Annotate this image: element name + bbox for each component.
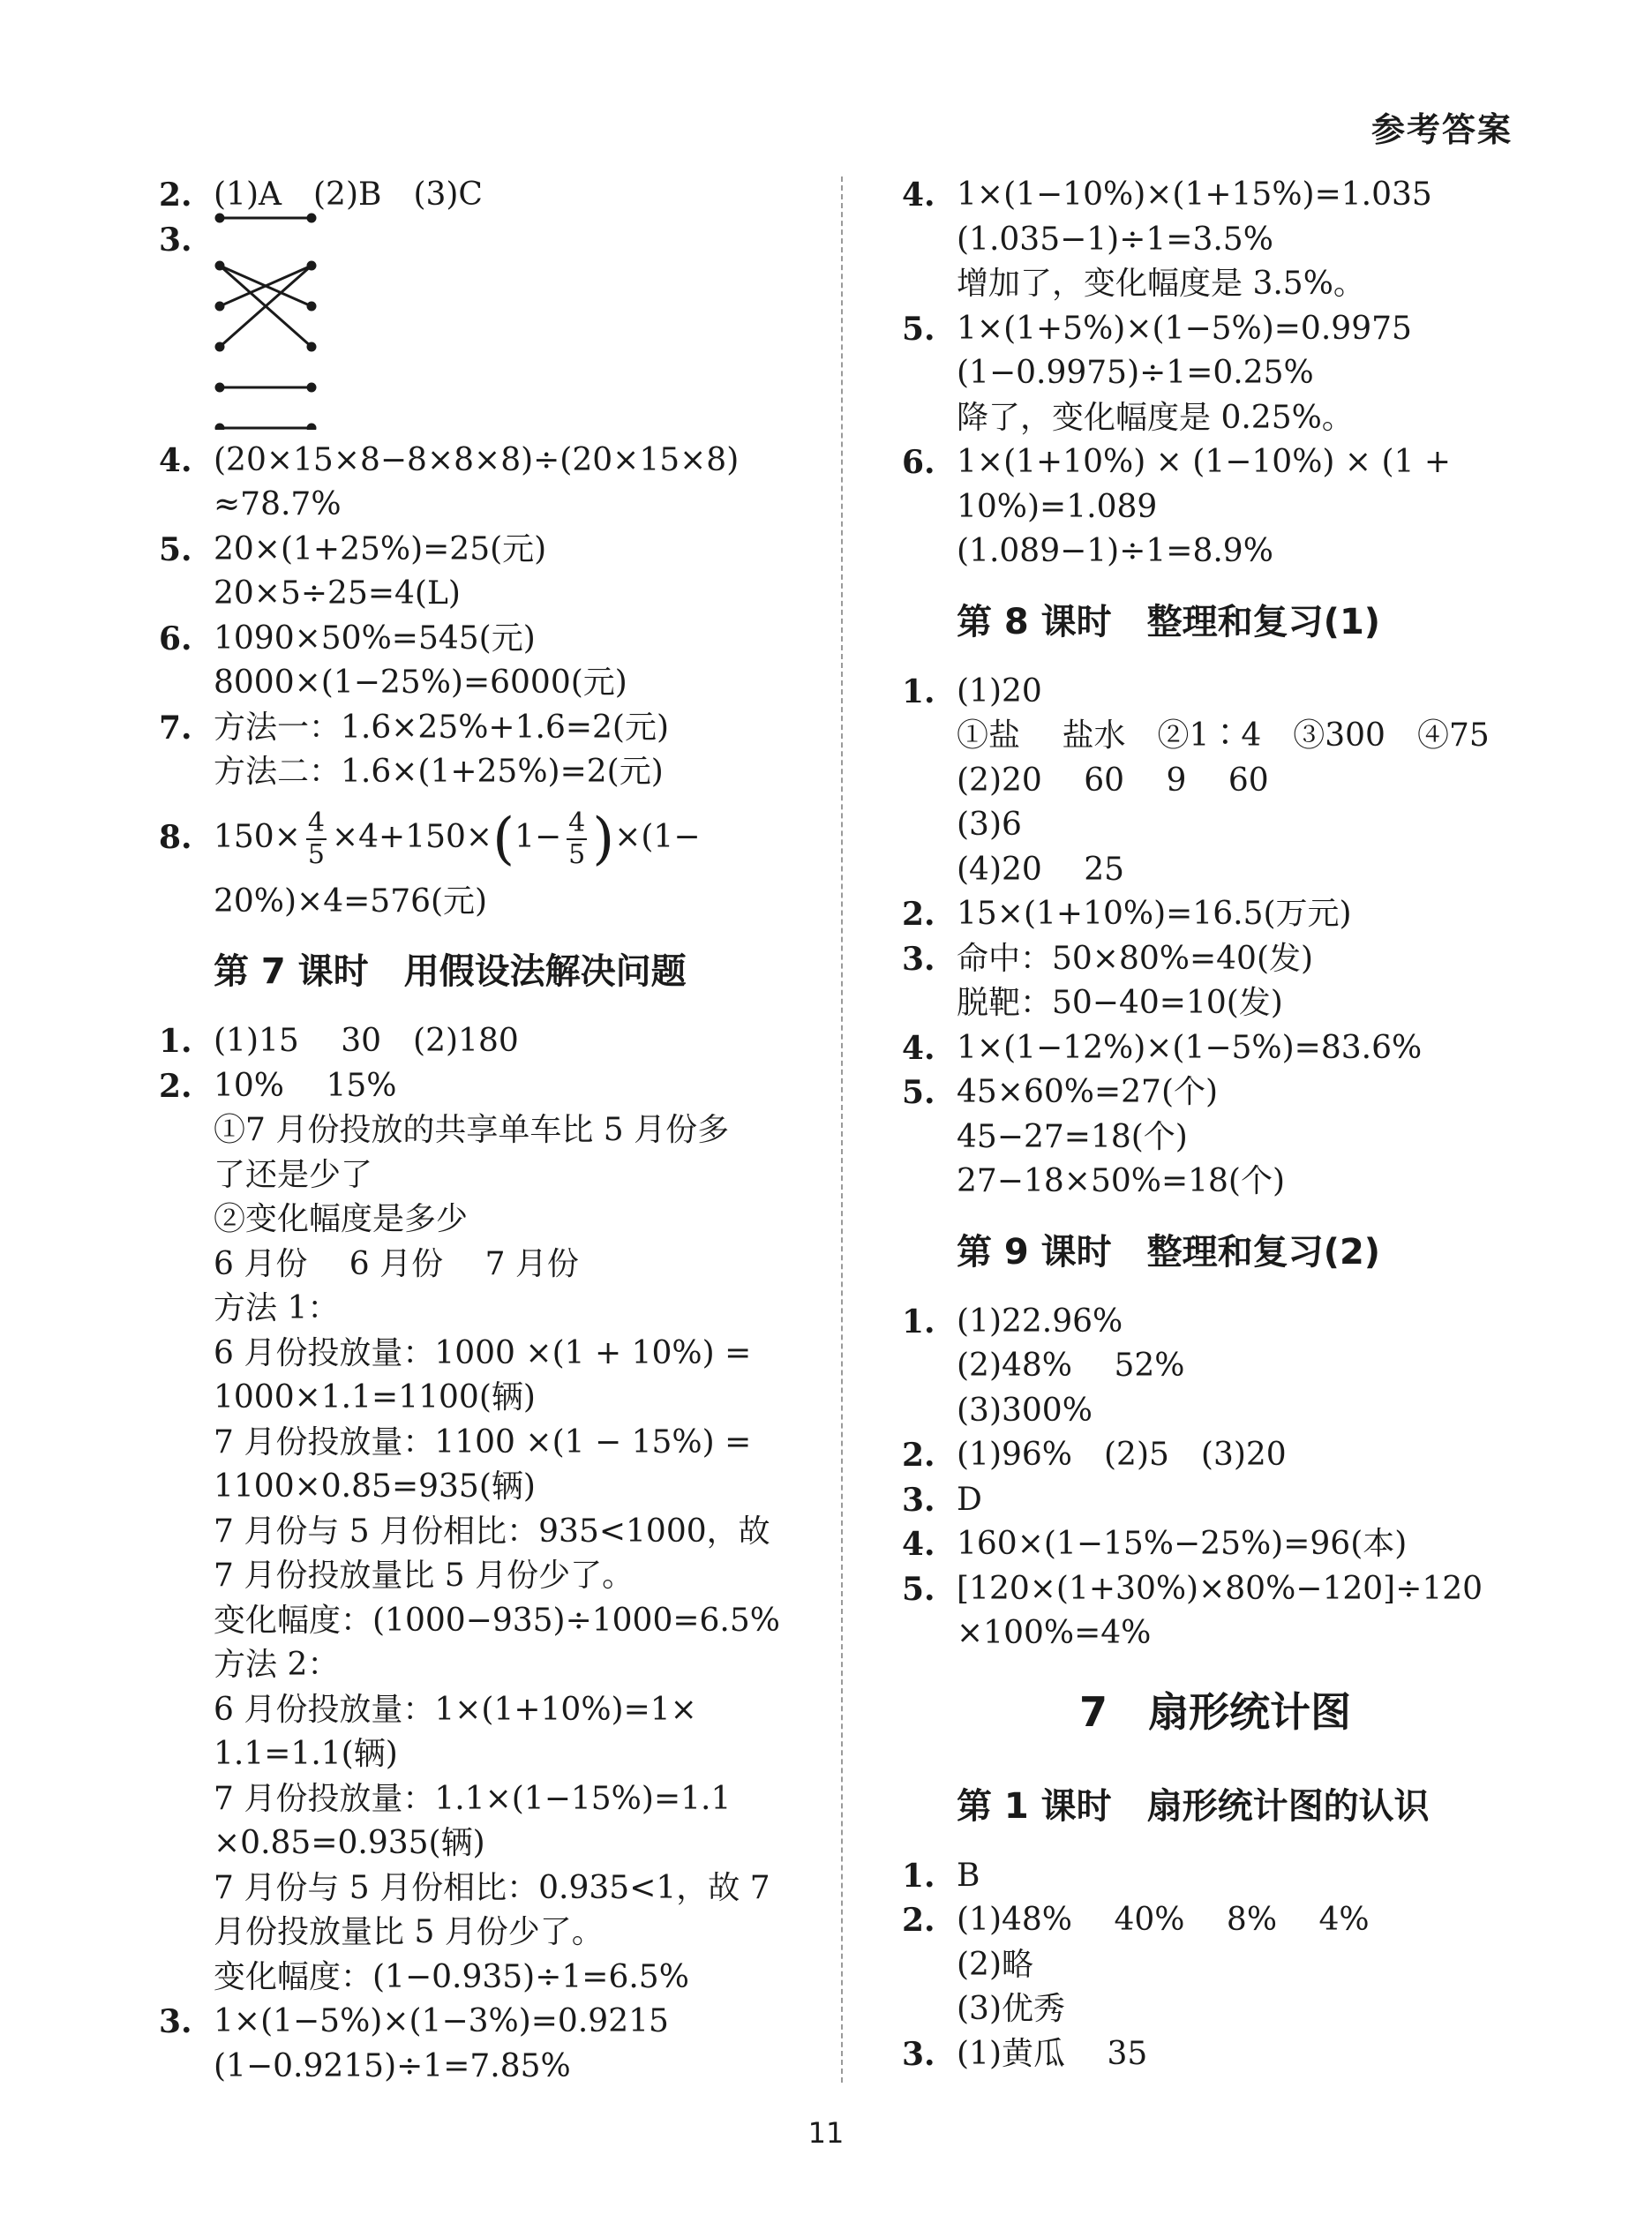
question-number: 1. <box>159 1023 192 1060</box>
question-number: 2. <box>902 1902 935 1939</box>
answer-line <box>159 1510 812 1555</box>
answer-line <box>159 572 812 617</box>
answer-text: (4)20 25 <box>957 851 1125 888</box>
answer-line <box>159 483 812 528</box>
answer-line-numbered <box>902 1070 1528 1115</box>
answer-block <box>159 1019 812 2089</box>
question-number: 2. <box>902 1437 935 1474</box>
question-number: 1. <box>902 672 935 710</box>
answer-line-numbered <box>159 528 812 573</box>
answer-line-numbered <box>902 1026 1528 1071</box>
answer-text: 6 月份投放量：1000 ×(1 + 10%) = <box>214 1334 752 1371</box>
answer-text: (2)略 <box>957 1946 1033 1983</box>
answer-text: 45−27=18(个) <box>957 1118 1188 1155</box>
answer-line-numbered <box>159 1019 812 1064</box>
fraction <box>567 808 587 870</box>
question-number: 4. <box>902 1526 935 1563</box>
answer-text: 1000×1.1=1100(辆) <box>214 1379 536 1415</box>
answer-line <box>159 1243 812 1288</box>
answer-line <box>902 529 1528 574</box>
answer-line <box>159 1287 812 1332</box>
answer-text: (1−0.9975)÷1=0.25% <box>957 355 1314 391</box>
fraction <box>306 808 327 870</box>
answer-text: 降了，变化幅度是 0.25%。 <box>957 399 1354 436</box>
answer-text: (2)48% 52% <box>957 1348 1185 1384</box>
question-number: 7. <box>159 709 192 747</box>
answer-text: (1)96% (2)5 (3)20 <box>957 1437 1287 1473</box>
question-number: 2. <box>159 1067 192 1105</box>
question-number: 5. <box>159 530 192 568</box>
answer-text: 命中：50×80%=40(发) <box>957 940 1314 977</box>
answer-text: 1090×50%=545(元) <box>214 619 536 657</box>
answer-line <box>159 1108 812 1153</box>
answer-text: ①盐 盐水 ②1∶4 ③300 ④75 <box>957 717 1490 754</box>
answer-text: 1×(1+5%)×(1−5%)=0.9975 <box>957 310 1412 347</box>
question-number: 5. <box>902 1074 935 1111</box>
answer-line <box>159 1376 812 1421</box>
answer-line <box>902 351 1528 396</box>
answer-line-numbered <box>902 1522 1528 1567</box>
answer-line-numbered <box>902 440 1528 485</box>
answer-line <box>159 1554 812 1599</box>
answer-text: 变化幅度：(1−0.935)÷1=6.5% <box>214 1958 689 1995</box>
header-title: 参考答案 <box>1370 110 1513 149</box>
answer-text: 27−18×50%=18(个) <box>957 1163 1286 1199</box>
answer-line <box>159 1599 812 1644</box>
answer-line-numbered <box>902 1567 1528 1612</box>
answer-line <box>159 1153 812 1198</box>
answer-text: 20×5÷25=4(L) <box>214 575 461 612</box>
answer-line <box>159 750 812 795</box>
answer-text: [120×(1+30%)×80%−120]÷120 <box>957 1570 1483 1607</box>
lesson-8-title: 第 8 课时 整理和复习(1) <box>957 601 1381 642</box>
answer-text: 7 月份投放量比 5 月份少了。 <box>214 1558 635 1594</box>
answer-line <box>902 218 1528 263</box>
answer-text: (3)300% <box>957 1392 1093 1429</box>
answer-text: 1100×0.85=935(辆) <box>214 1468 536 1505</box>
matching-question <box>159 218 812 439</box>
answer-line-numbered <box>902 1478 1528 1523</box>
answer-text: 7 月份与 5 月份相比：935<1000，故 <box>214 1513 770 1550</box>
answer-text: (1.089−1)÷1=8.9% <box>957 533 1273 569</box>
answer-text: (3)6 <box>957 807 1022 843</box>
answer-line-numbered <box>159 1064 812 1109</box>
question-number: 2. <box>902 896 935 933</box>
page-number: 11 <box>807 2116 845 2150</box>
answer-text: (1)20 <box>957 672 1042 710</box>
question-number: 3. <box>902 1481 935 1519</box>
answer-text: 1×(1−5%)×(1−3%)=0.9215 <box>214 2003 669 2039</box>
answer-text: ①7 月份投放的共享单车比 5 月份多 <box>214 1112 730 1148</box>
answer-line <box>902 714 1528 759</box>
answer-text: (1)48% 40% 8% 4% <box>957 1902 1370 1938</box>
question-number: 4. <box>159 441 192 479</box>
question-number: 6. <box>902 444 935 481</box>
q8-part-a: 150× <box>214 818 301 855</box>
answer-text: 1×(1−12%)×(1−5%)=83.6% <box>957 1029 1423 1066</box>
answer-text: D <box>957 1481 982 1518</box>
big-paren-close: ) <box>592 806 615 872</box>
answer-line <box>902 803 1528 848</box>
answer-line <box>159 1421 812 1466</box>
answer-line-numbered <box>902 892 1528 937</box>
answer-text: 1×(1−10%)×(1+15%)=1.035 <box>957 176 1432 213</box>
answer-text: (1.035−1)÷1=3.5% <box>957 221 1273 258</box>
answer-line <box>159 1732 812 1777</box>
answer-line-numbered <box>902 1854 1528 1899</box>
answer-line <box>159 1821 812 1866</box>
answer-text: ②变化幅度是多少 <box>214 1201 469 1237</box>
lesson-1-title: 第 1 课时 扇形统计图的认识 <box>957 1785 1430 1827</box>
answer-text: 45×60%=27(个) <box>957 1074 1219 1110</box>
answer-text: (1)A (2)B (3)C <box>214 176 483 213</box>
question-8-line1 <box>159 795 812 880</box>
answer-line <box>902 1344 1528 1389</box>
answer-text: 7 月份投放量：1.1×(1−15%)=1.1 <box>214 1780 732 1817</box>
answer-line-numbered <box>902 1300 1528 1345</box>
answer-text: 6 月份投放量：1×(1+10%)=1× <box>214 1691 697 1728</box>
answer-text: 6 月份 6 月份 7 月份 <box>214 1245 579 1282</box>
answer-text: ×100%=4% <box>957 1615 1152 1651</box>
answer-line <box>902 485 1528 530</box>
answer-text: 脱靶：50−40=10(发) <box>957 985 1283 1021</box>
fraction-denominator: 5 <box>568 838 586 870</box>
answer-line <box>159 2045 812 2090</box>
answer-line-numbered <box>159 617 812 662</box>
answer-text: ≈78.7% <box>214 486 342 522</box>
answer-line <box>902 981 1528 1026</box>
answer-line <box>159 1777 812 1822</box>
answer-text: ×0.85=0.935(辆) <box>214 1825 485 1861</box>
question-number: 3. <box>159 2003 192 2040</box>
answer-block <box>902 1854 1528 2077</box>
answer-text: 月份投放量比 5 月份少了。 <box>214 1914 604 1950</box>
answer-line <box>902 1389 1528 1434</box>
answer-line <box>902 262 1528 307</box>
fraction-denominator: 5 <box>307 838 325 870</box>
answer-block <box>902 1300 1528 1656</box>
answer-line-numbered <box>902 2032 1528 2077</box>
answer-text: 160×(1−15%−25%)=96(本) <box>957 1526 1408 1562</box>
answer-line-numbered <box>159 439 812 484</box>
answer-line <box>902 1943 1528 1988</box>
answer-line-numbered <box>159 2000 812 2045</box>
answer-text: 7 月份投放量：1100 ×(1 − 15%) = <box>214 1423 752 1460</box>
matching-lines-diagram <box>207 191 331 430</box>
answer-text: B <box>957 1857 980 1894</box>
question-8-line2: 20%)×4=576(元) <box>214 882 488 920</box>
question-number: 8. <box>159 818 192 856</box>
column-divider <box>841 176 843 2083</box>
question-number: 6. <box>159 619 192 657</box>
answer-text: (3)优秀 <box>957 1991 1065 2027</box>
answer-line-numbered <box>902 307 1528 352</box>
answer-text: (1)22.96% <box>957 1303 1123 1340</box>
fraction-numerator: 4 <box>568 807 586 838</box>
answer-line-numbered <box>902 937 1528 982</box>
answer-line-numbered <box>902 173 1528 218</box>
answer-line <box>902 1611 1528 1656</box>
left-column <box>159 173 812 2089</box>
question-number: 3. <box>902 2035 935 2073</box>
answer-text: 15×(1+10%)=16.5(万元) <box>957 896 1352 932</box>
answer-text: 1×(1+10%) × (1−10%) × (1 + <box>957 444 1452 480</box>
answer-line <box>159 1866 812 1911</box>
answer-text: (20×15×8−8×8×8)÷(20×15×8) <box>214 441 740 478</box>
answer-text: 增加了，变化幅度是 3.5%。 <box>957 266 1365 302</box>
fraction-numerator: 4 <box>307 807 325 838</box>
answer-line <box>159 1465 812 1510</box>
answer-line <box>902 1987 1528 2032</box>
answer-line <box>902 396 1528 441</box>
answer-text: 20×(1+25%)=25(元) <box>214 530 547 567</box>
answer-text: 10% 15% <box>214 1067 397 1104</box>
answer-line <box>159 1688 812 1733</box>
big-paren-open: ( <box>492 806 515 872</box>
question-number: 3. <box>159 221 192 259</box>
answer-line <box>159 1911 812 1956</box>
answer-text: (1−0.9215)÷1=7.85% <box>214 2047 571 2084</box>
answer-block <box>159 439 812 795</box>
answer-line <box>159 1643 812 1688</box>
question-number: 2. <box>159 176 192 214</box>
lesson-7-title: 第 7 课时 用假设法解决问题 <box>214 951 687 992</box>
question-number: 1. <box>902 1303 935 1340</box>
question-number: 5. <box>902 1570 935 1608</box>
question-number: 4. <box>902 176 935 214</box>
answer-line <box>902 848 1528 893</box>
answer-line-numbered <box>902 1433 1528 1478</box>
answer-line <box>159 661 812 706</box>
answer-text: 方法二：1.6×(1+25%)=2(元) <box>214 754 664 790</box>
answer-line <box>159 1332 812 1377</box>
answer-text: 1.1=1.1(辆) <box>214 1736 398 1772</box>
answer-line-numbered <box>902 1898 1528 1943</box>
answer-block <box>902 173 1528 574</box>
question-number: 4. <box>902 1029 935 1067</box>
answer-text: 10%)=1.089 <box>957 488 1158 525</box>
q8-part-d: ×(1− <box>614 818 701 855</box>
answer-line <box>159 1956 812 2001</box>
answer-text: (1)15 30 (2)180 <box>214 1023 519 1059</box>
answer-block <box>902 670 1528 1205</box>
answer-line <box>159 1198 812 1243</box>
answer-text: 了还是少了 <box>214 1156 373 1193</box>
answer-line <box>902 1115 1528 1160</box>
answer-line-numbered <box>902 670 1528 715</box>
answer-text: 变化幅度：(1000−935)÷1000=6.5% <box>214 1602 780 1639</box>
answer-line <box>902 1160 1528 1205</box>
answer-line-numbered <box>159 706 812 751</box>
q8-part-c: 1− <box>514 818 562 855</box>
answer-text: 7 月份与 5 月份相比：0.935<1，故 7 <box>214 1869 770 1906</box>
answer-text: (2)20 60 9 60 <box>957 762 1269 799</box>
lesson-9-title: 第 9 课时 整理和复习(2) <box>957 1231 1381 1273</box>
question-number: 5. <box>902 310 935 348</box>
chapter-7-title: 7 扇形统计图 <box>1078 1687 1351 1736</box>
question-number: 1. <box>902 1857 935 1895</box>
answer-text: (1)黄瓜 35 <box>957 2035 1148 2072</box>
q8-part-b: ×4+150× <box>331 818 493 855</box>
answer-text: 8000×(1−25%)=6000(元) <box>214 664 627 701</box>
right-column <box>902 173 1528 2076</box>
answer-text: 方法 1： <box>214 1290 340 1326</box>
question-number: 3. <box>902 940 935 978</box>
answer-text: 方法一：1.6×25%+1.6=2(元) <box>214 709 670 746</box>
answer-text: 方法 2： <box>214 1647 340 1683</box>
answer-line <box>902 759 1528 804</box>
